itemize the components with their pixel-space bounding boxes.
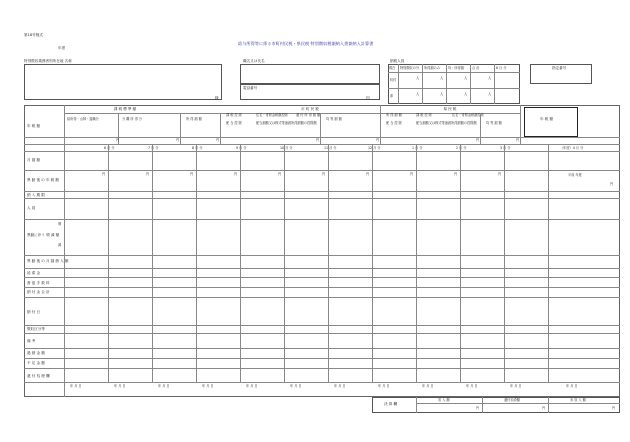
row-refund: 還 付 処 理 欄: [27, 374, 50, 378]
sub-pref-2: 住宅・寄附金税額控除: [452, 113, 484, 117]
date-cell: 年 月 日: [290, 384, 302, 388]
head-tax-base: 課 税 標 準 額: [113, 107, 137, 111]
sub-city-0: 所 得 割 額: [186, 117, 202, 121]
settlement-collect: 還付未済額: [504, 398, 520, 402]
yen-cell: 円: [366, 172, 370, 176]
row-monthly: 月 割 額: [27, 158, 41, 162]
yen-cell: 円: [146, 172, 150, 176]
left-year-tax-label: 年 税 額: [27, 124, 41, 128]
month-header-8: 2 月 分: [456, 146, 467, 150]
month-header-right: （年度）4 月 分: [560, 146, 584, 150]
month-header-2: 8 月 分: [192, 146, 203, 150]
date-cell: 年 月 日: [566, 384, 578, 388]
row-after-change: 異 動 後 の 年 税 額: [27, 178, 60, 182]
recip-header-1: 特別徴収の分: [400, 66, 420, 70]
row-extra1: 徴収区分等: [27, 327, 45, 331]
recipients-label: 納税人員: [390, 59, 405, 63]
date-cell: 年 月 日: [158, 384, 170, 388]
head-city-tax: 市 町 民 税: [301, 107, 319, 111]
settlement-other: 未 収 入 額: [570, 398, 586, 402]
after-right-label: 平成 年度: [568, 173, 582, 177]
sub-city-2: 住宅・寄附金税額控除: [256, 113, 288, 117]
row-total: 納 付 金 合 計: [27, 290, 50, 294]
year-tax-box[interactable]: [524, 107, 578, 137]
recip-cell: 人: [416, 92, 420, 96]
recipients-table: [388, 64, 520, 104]
employer-address-box[interactable]: [24, 64, 222, 100]
month-header-1: 7 月 分: [148, 146, 159, 150]
month-header-4: 10 月 分: [280, 146, 293, 150]
recip-cell: 人: [440, 92, 444, 96]
sub-city-5: 配当割額又は株式等譲渡所得割額の控除額: [256, 121, 317, 125]
month-header-3: 9 月 分: [236, 146, 247, 150]
row-period: 納 付 日: [27, 310, 41, 314]
recip-cell: 人: [464, 76, 468, 80]
date-cell: 年 月 日: [422, 384, 434, 388]
row-delay: 延 滞 金: [27, 271, 41, 275]
row-after-monthly: 異 動 後 の 月 割 納 入 額: [27, 259, 69, 263]
form-title: 給与所得等に係る市町村民税・県民税 特別徴収税額納入書兼納入計算書: [238, 41, 374, 46]
honorific-sama: 様: [215, 96, 219, 100]
date-cell: 年 月 日: [378, 384, 390, 388]
sub-city-1: 課 税 控 除: [226, 113, 242, 117]
yen-cell: 円: [610, 182, 614, 186]
sub-tax-base-0: 給所得・山林・退職分: [67, 117, 99, 121]
recip-header-0: 現在: [389, 66, 396, 70]
yen-cell: 円: [216, 138, 220, 142]
yen-cell: 円: [278, 172, 282, 176]
year-tax-label: 年 税 額: [540, 117, 554, 121]
date-cell: 年 月 日: [70, 384, 82, 388]
yen-cell: 円: [612, 406, 616, 410]
yen-cell: 円: [516, 138, 520, 142]
sub-city-6: 均 等 割 額: [326, 117, 342, 121]
name-label: 職名又は氏名: [243, 59, 265, 63]
sub-pref-6: 均 等 割 額: [486, 121, 502, 125]
row-overpay: 過 納 金 額: [27, 351, 45, 355]
row-note: 備 考: [27, 339, 36, 343]
yen-cell: 円: [116, 138, 120, 142]
date-cell: 年 月 日: [510, 384, 522, 388]
sub-city-4: 配 当 控 除: [226, 121, 242, 125]
date-cell: 年 月 日: [114, 384, 126, 388]
date-cell: 年 月 日: [466, 384, 478, 388]
yen-cell: 円: [476, 138, 480, 142]
row-change-people: 異動に伴う 増 減 額: [27, 233, 60, 237]
yen-cell: 円: [316, 138, 320, 142]
form-number: 第18号様式: [24, 33, 43, 37]
month-header-9: 3 月 分: [500, 146, 511, 150]
month-header-5: 11 月 分: [324, 146, 337, 150]
yen-cell: 円: [498, 172, 502, 176]
settlement-receipt: 収 入 額: [438, 398, 450, 402]
date-cell: 年 月 日: [334, 384, 346, 388]
recip-header-3: 均・所得割: [448, 66, 464, 70]
head-pref-tax: 県 民 税: [443, 107, 457, 111]
employer-label: 特別徴収義務者別所在地 名称: [24, 59, 72, 63]
date-cell: 年 月 日: [246, 384, 258, 388]
month-header-6: 12 月 分: [368, 146, 381, 150]
yen-cell: 円: [476, 406, 480, 410]
month-header-7: 1 月 分: [412, 146, 423, 150]
recip-cell: 人: [416, 76, 420, 80]
yen-cell: 円: [190, 172, 194, 176]
yen-cell: 円: [376, 138, 380, 142]
row-change-dec: 減: [58, 243, 62, 247]
sub-pref-0: 所 得 割 額: [386, 113, 402, 117]
row-change-inc: 増: [58, 222, 62, 226]
recip-cell: 人: [440, 76, 444, 80]
yen-cell: 円: [542, 406, 546, 410]
recip-row-label-1: 県: [390, 94, 394, 98]
date-cell: 年 月 日: [202, 384, 214, 388]
recip-header-2: 所得割のみ: [424, 66, 440, 70]
row-penalty: 督 促 手 数 料: [27, 281, 50, 285]
yen-cell: 円: [322, 172, 326, 176]
recip-header-5: 6 月 分: [496, 66, 507, 70]
row-shortage: 不 足 金 額: [27, 361, 45, 365]
settlement-label: 決 算 欄: [384, 402, 398, 406]
month-header-0: 6 月 分: [104, 146, 115, 150]
sub-pref-4: 配 当 控 除: [386, 121, 402, 125]
sub-tax-base-1: 分 離 所 得 分: [122, 117, 142, 121]
recip-cell: 人: [488, 92, 492, 96]
recip-row-label-0: 町村: [390, 78, 397, 82]
name-box[interactable]: [240, 64, 380, 84]
phone-label: 電話番号: [243, 86, 258, 90]
yen-cell: 円: [102, 172, 106, 176]
yen-cell: 円: [234, 172, 238, 176]
sub-city-3: 還 付 所 得 割 額: [296, 113, 321, 117]
recip-header-4: 合 計: [472, 66, 480, 70]
recip-cell: 人: [464, 92, 468, 96]
row-nin: 人 員: [27, 206, 36, 210]
sub-pref-1: 課 税 控 除: [416, 113, 432, 117]
designation-label: 指定番号: [552, 66, 567, 70]
sub-pref-5: 配当割額又は株式等譲渡所得割額の控除額: [416, 121, 477, 125]
yen-cell: 円: [454, 172, 458, 176]
row-payment-month: 納 入 期 限: [27, 193, 45, 197]
phone-box[interactable]: [240, 84, 380, 100]
yen-cell: 円: [176, 138, 180, 142]
recip-cell: 人: [488, 76, 492, 80]
year-label: 年度: [58, 46, 66, 50]
stamp-label: 印: [366, 96, 370, 100]
yen-cell: 円: [410, 172, 414, 176]
